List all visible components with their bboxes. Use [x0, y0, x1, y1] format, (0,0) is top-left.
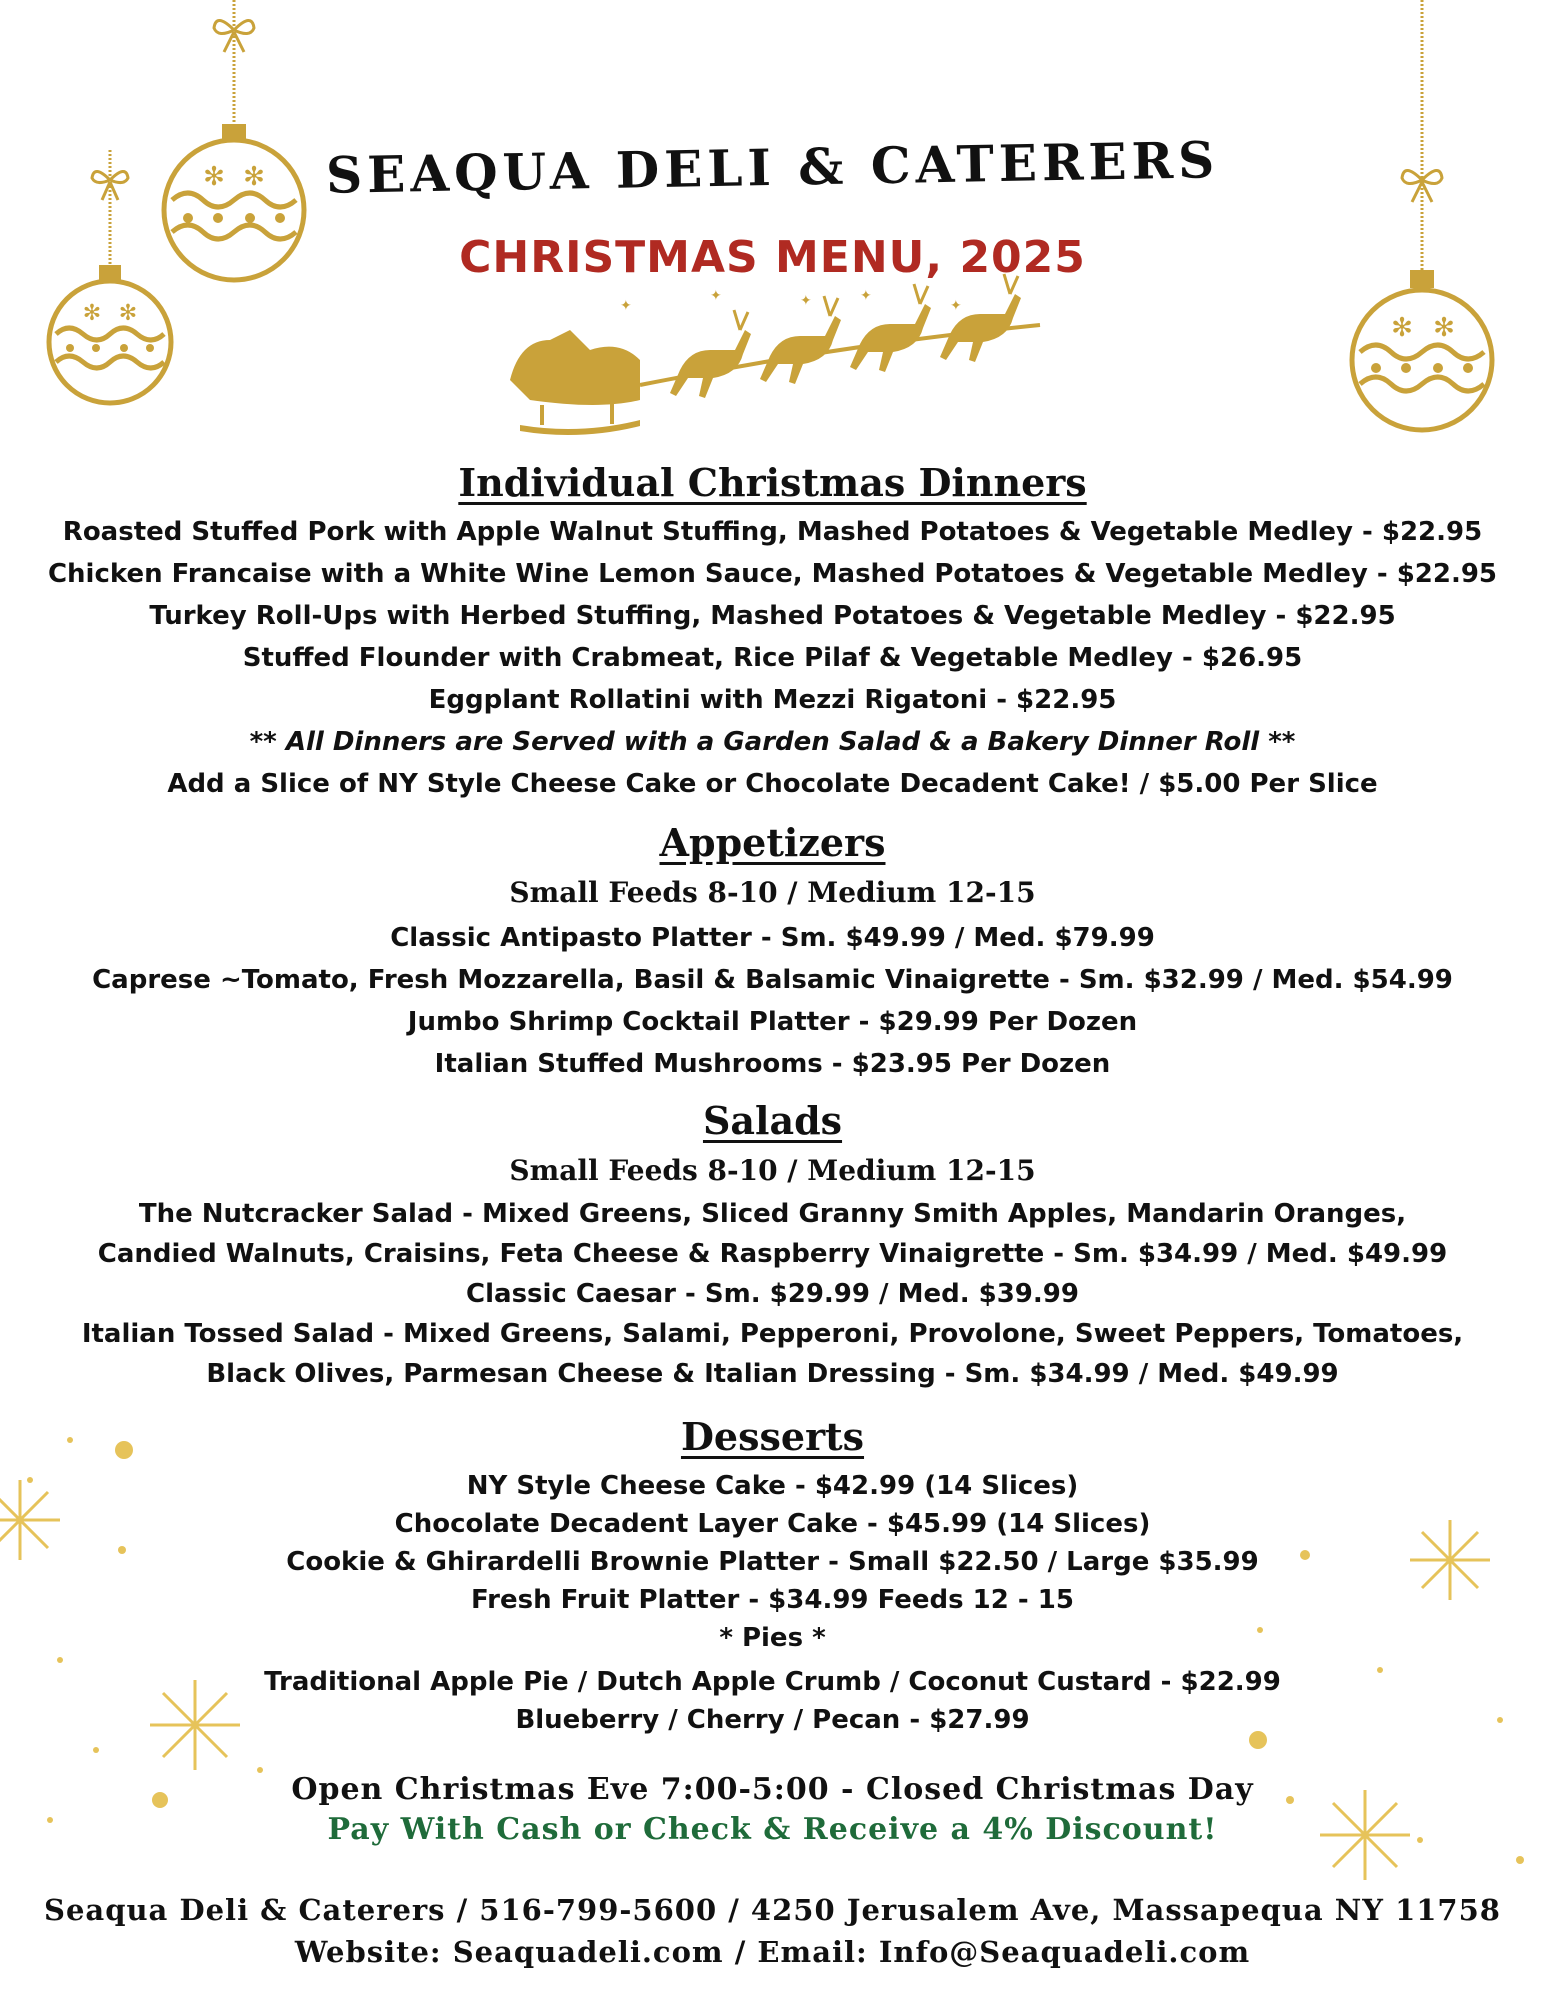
- svg-text:✦: ✦: [620, 298, 632, 314]
- dinner-note: ** All Dinners are Served with a Garden Salad & a Bakery Dinner Roll **: [249, 727, 1296, 757]
- svg-text:✦: ✦: [800, 293, 812, 309]
- menu-line: Chocolate Decadent Layer Cake - $45.99 (14 Slices): [394, 1509, 1151, 1539]
- menu-line: Turkey Roll-Ups with Herbed Stuffing, Mashed Potatoes & Vegetable Medley - $22.95: [149, 601, 1396, 631]
- pies-heading: * Pies *: [719, 1623, 826, 1653]
- menu-line: Blueberry / Cherry / Pecan - $27.99: [515, 1705, 1030, 1735]
- menu-line: Italian Stuffed Mushrooms - $23.95 Per Dozen: [434, 1049, 1111, 1079]
- menu-line: Cookie & Ghirardelli Brownie Platter - Small $22.50 / Large $35.99: [286, 1547, 1259, 1577]
- appetizers-sizes: Small Feeds 8-10 / Medium 12-15: [509, 876, 1036, 909]
- menu-line: Jumbo Shrimp Cocktail Platter - $29.99 Per Dozen: [407, 1007, 1138, 1037]
- menu-line: Black Olives, Parmesan Cheese & Italian Dressing - Sm. $34.99 / Med. $49.99: [206, 1359, 1339, 1389]
- menu-line: Italian Tossed Salad - Mixed Greens, Salami, Pepperoni, Provolone, Sweet Peppers, Tomatoes,: [81, 1319, 1464, 1349]
- santa-sleigh-icon: [500, 290, 1060, 450]
- svg-text:✦: ✦: [860, 288, 872, 304]
- menu-line: Classic Caesar - Sm. $29.99 / Med. $39.99: [466, 1279, 1079, 1309]
- menu-line: Fresh Fruit Platter - $34.99 Feeds 12 - 15: [471, 1585, 1074, 1615]
- discount-notice: Pay With Cash or Check & Receive a 4% Discount!: [327, 1812, 1218, 1847]
- svg-text:✻: ✻: [1391, 313, 1413, 343]
- brand-title-text: SEAQUA DELI & CATERERS: [325, 130, 1220, 205]
- hours-notice: Open Christmas Eve 7:00-5:00 - Closed Christmas Day: [291, 1772, 1254, 1807]
- svg-text:✻: ✻: [1433, 313, 1455, 343]
- section-title-dinners: Individual Christmas Dinners: [458, 460, 1087, 505]
- svg-text:✻: ✻: [243, 162, 265, 192]
- menu-line: Chicken Francaise with a White Wine Lemon Sauce, Mashed Potatoes & Vegetable Medley - $22.95: [47, 559, 1498, 589]
- svg-text:✦: ✦: [710, 288, 722, 304]
- footer-contact: Seaqua Deli & Caterers / 516-799-5600 / 4250 Jerusalem Ave, Massapequa NY 11758: [44, 1893, 1501, 1927]
- menu-line: Roasted Stuffed Pork with Apple Walnut Stuffing, Mashed Potatoes & Vegetable Medley - $22.95: [62, 517, 1483, 547]
- section-title-appetizers: Appetizers: [659, 820, 886, 865]
- brand-title: [0, 130, 1545, 205]
- section-title-salads: Salads: [702, 1098, 843, 1143]
- menu-line: The Nutcracker Salad - Mixed Greens, Sliced Granny Smith Apples, Mandarin Oranges,: [138, 1199, 1407, 1229]
- footer-web: Website: Seaquadeli.com / Email: Info@Seaquadeli.com: [294, 1935, 1251, 1969]
- svg-text:✦: ✦: [950, 298, 962, 314]
- menu-line: Classic Antipasto Platter - Sm. $49.99 / Med. $79.99: [390, 923, 1155, 953]
- menu-line: NY Style Cheese Cake - $42.99 (14 Slices): [466, 1471, 1079, 1501]
- menu-line: Caprese ~Tomato, Fresh Mozzarella, Basil & Balsamic Vinaigrette - Sm. $32.99 / Med. $54.99: [92, 965, 1453, 995]
- svg-text:✻: ✻: [118, 301, 138, 326]
- ornament-icon: [1350, 0, 1510, 450]
- menu-line: Candied Walnuts, Craisins, Feta Cheese & Raspberry Vinaigrette - Sm. $34.99 / Med. $49.99: [97, 1239, 1448, 1269]
- menu-line: Stuffed Flounder with Crabmeat, Rice Pilaf & Vegetable Medley - $26.95: [242, 643, 1303, 673]
- svg-text:✻: ✻: [82, 301, 102, 326]
- menu-line: Eggplant Rollatini with Mezzi Rigatoni - $22.95: [428, 685, 1117, 715]
- menu-line: Traditional Apple Pie / Dutch Apple Crumb / Coconut Custard - $22.99: [264, 1667, 1281, 1697]
- section-title-desserts: Desserts: [680, 1414, 865, 1459]
- svg-text:✻: ✻: [203, 162, 225, 192]
- menu-line: Add a Slice of NY Style Cheese Cake or Chocolate Decadent Cake! / $5.00 Per Slice: [167, 769, 1378, 799]
- salads-sizes: Small Feeds 8-10 / Medium 12-15: [509, 1154, 1036, 1187]
- menu-subtitle: CHRISTMAS MENU, 2025: [459, 232, 1086, 283]
